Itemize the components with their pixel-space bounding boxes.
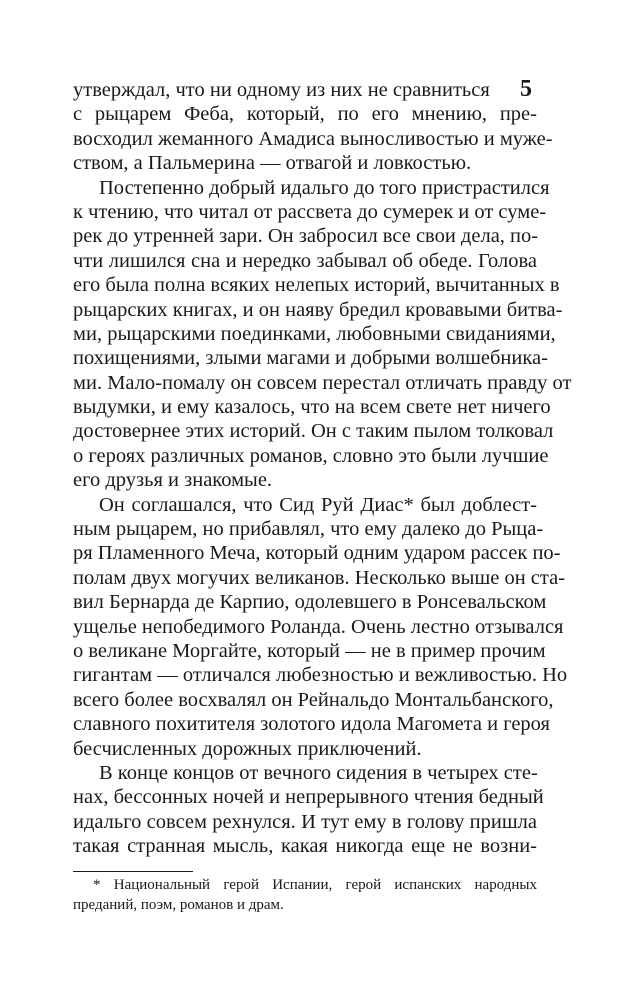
text-line: о героях различных романов, словно это были лучшие	[73, 444, 549, 467]
text-line: ми, рыцарскими поединками, любовными свиданиями,	[73, 322, 556, 345]
text-line: его друзья и знакомые.	[73, 469, 273, 492]
text-line: вил Бернарда де Карпио, одолевшего в Ронсевальском	[73, 591, 547, 614]
text-line: достовернее этих историй. Он с таким пылом толковал	[73, 420, 554, 443]
footnote-line: преданий, поэм, романов и драм.	[73, 897, 284, 913]
text-line: утверждал, что ни одному из них не сравниться	[73, 79, 490, 101]
text-line: чти лишился сна и нередко забывал об обеде. Голова	[73, 249, 537, 272]
text-line: Постепенно добрый идальго до того пристрастился	[99, 176, 550, 199]
text-line: к чтению, что читал от рассвета до сумерек и от суме-	[73, 200, 547, 223]
text-line: ущелье непобедимого Роланда. Очень лестно отзывался	[73, 615, 564, 638]
text-line: восходил жеманного Амадиса выносливостью и муже-	[73, 127, 553, 150]
text-line: такая странная мысль, какая никогда еще не возни-	[73, 835, 537, 858]
text-line: нах, бессонных ночей и непрерывного чтения бедный	[73, 786, 544, 809]
page-number: 5	[520, 76, 532, 102]
text-line: бесчисленных дорожных приключений.	[73, 737, 422, 760]
text-line: ми. Мало-помалу он совсем перестал отличать правду от	[73, 371, 572, 394]
footnote-line: * Национальный герой Испании, герой испанских народных	[93, 877, 537, 893]
text-line: выдумки, и ему казалось, что на всем свете нет ничего	[73, 396, 551, 419]
text-line: его была полна всяких нелепых историй, вычитанных в	[73, 274, 560, 297]
text-line: гигантам — отличался любезностью и вежливостью. Но	[73, 664, 568, 687]
text-line: всего более восхвалял он Рейнальдо Монтальбанского,	[73, 688, 554, 711]
text-line: рыцарских книгах, и он наяву бредил кровавыми битва-	[73, 298, 563, 321]
text-line: Он соглашался, что Сид Руй Диас* был доблест-	[99, 493, 537, 516]
text-line: полам двух могучих великанов. Несколько выше он ста-	[73, 566, 566, 589]
text-line: с рыцарем Феба, который, по его мнению, пре-	[73, 103, 537, 126]
text-line: о великане Моргайте, который — не в пример прочим	[73, 639, 546, 662]
text-line: похищениями, злыми магами и добрыми волшебника-	[73, 347, 548, 370]
text-line: ря Пламенного Меча, который одним ударом рассек по-	[73, 542, 561, 565]
footnote-divider	[73, 871, 193, 872]
text-line: славного похитителя золотого идола Магомета и героя	[73, 713, 550, 736]
body-text	[73, 78, 572, 859]
text-line: В конце концов от вечного сидения в четырех сте-	[99, 761, 538, 784]
text-line: ством, а Пальмерина — отвагой и ловкостью.	[73, 152, 472, 175]
text-line: рек до утренней зари. Он забросил все свои дела, по-	[73, 225, 539, 248]
text-line: идальго совсем рехнулся. И тут ему в голову пришла	[73, 810, 537, 833]
text-line: ным рыцарем, но прибавлял, что ему далеко до Рыца-	[73, 518, 544, 541]
footnote	[73, 875, 537, 915]
